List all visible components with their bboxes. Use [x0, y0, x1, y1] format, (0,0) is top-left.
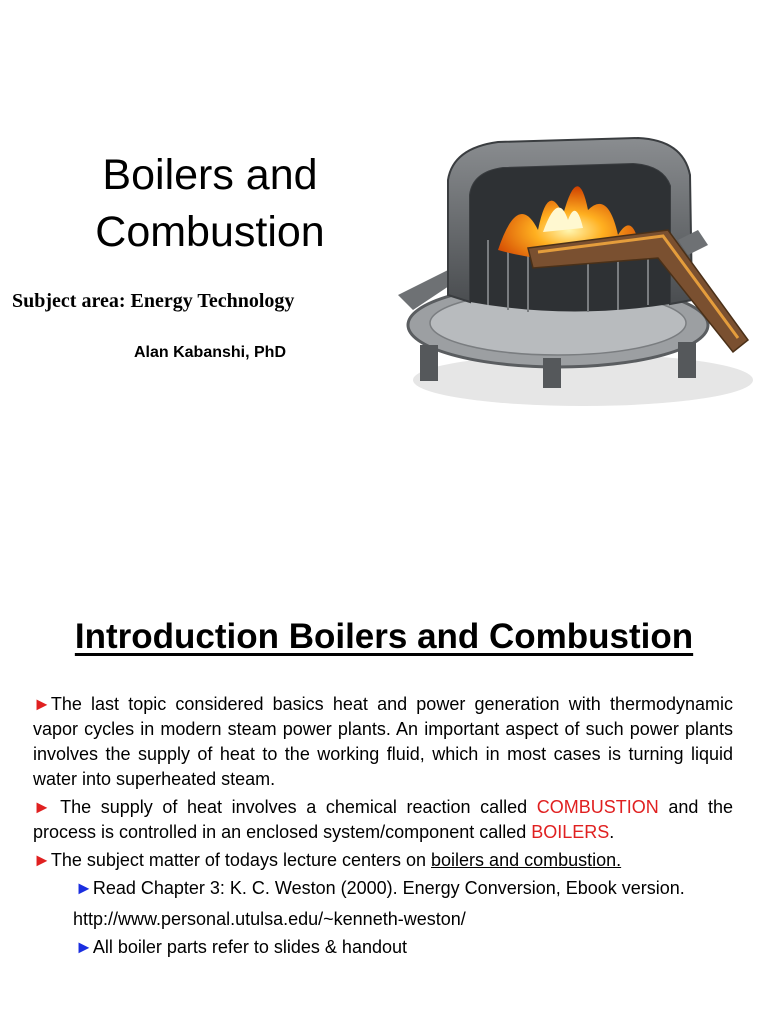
paragraph-3: ►The subject matter of todays lecture centers on boilers and combustion.: [33, 850, 622, 870]
sub-bullet-reading: ►Read Chapter 3: K. C. Weston (2000). Energy Conversion, Ebook version.: [75, 878, 685, 898]
paragraph-2: ► The supply of heat involves a chemical reaction called COMBUSTION and the process is controlled in an enclosed system/component called BOILERS.: [33, 797, 733, 842]
boiler-cutaway-illustration: [378, 120, 768, 420]
slide-title: Boilers and Combustion: [95, 151, 325, 256]
content-slide: [0, 575, 768, 1024]
blue-triangle-bullet-icon: ►: [75, 937, 93, 957]
slide-heading: Introduction Boilers and Combustion: [74, 617, 694, 656]
subject-area: Subject area: Energy Technology: [12, 290, 295, 312]
combustion-keyword: COMBUSTION: [536, 797, 659, 817]
red-triangle-bullet-icon: ►: [33, 694, 51, 714]
sub-bullet-handout: ►All boiler parts refer to slides & handout: [75, 937, 407, 957]
red-triangle-bullet-icon: ►: [33, 797, 51, 817]
blue-triangle-bullet-icon: ►: [75, 878, 93, 898]
slide-body: [33, 692, 733, 963]
red-triangle-bullet-icon: ►: [33, 850, 51, 870]
paragraph-1: ►The last topic considered basics heat and power generation with thermodynamic vapor cycles in modern steam power plants. An important aspect of such power plants involves the supply of heat to the working fluid, which in most cases is turning liquid water into superheated steam.: [33, 694, 733, 789]
author-name: Alan Kabanshi, PhD: [133, 344, 287, 361]
boilers-keyword: BOILERS: [531, 822, 610, 842]
topic-underlined: boilers and combustion.: [431, 850, 622, 870]
reference-url: http://www.personal.utulsa.edu/~kenneth-weston/: [73, 909, 466, 929]
